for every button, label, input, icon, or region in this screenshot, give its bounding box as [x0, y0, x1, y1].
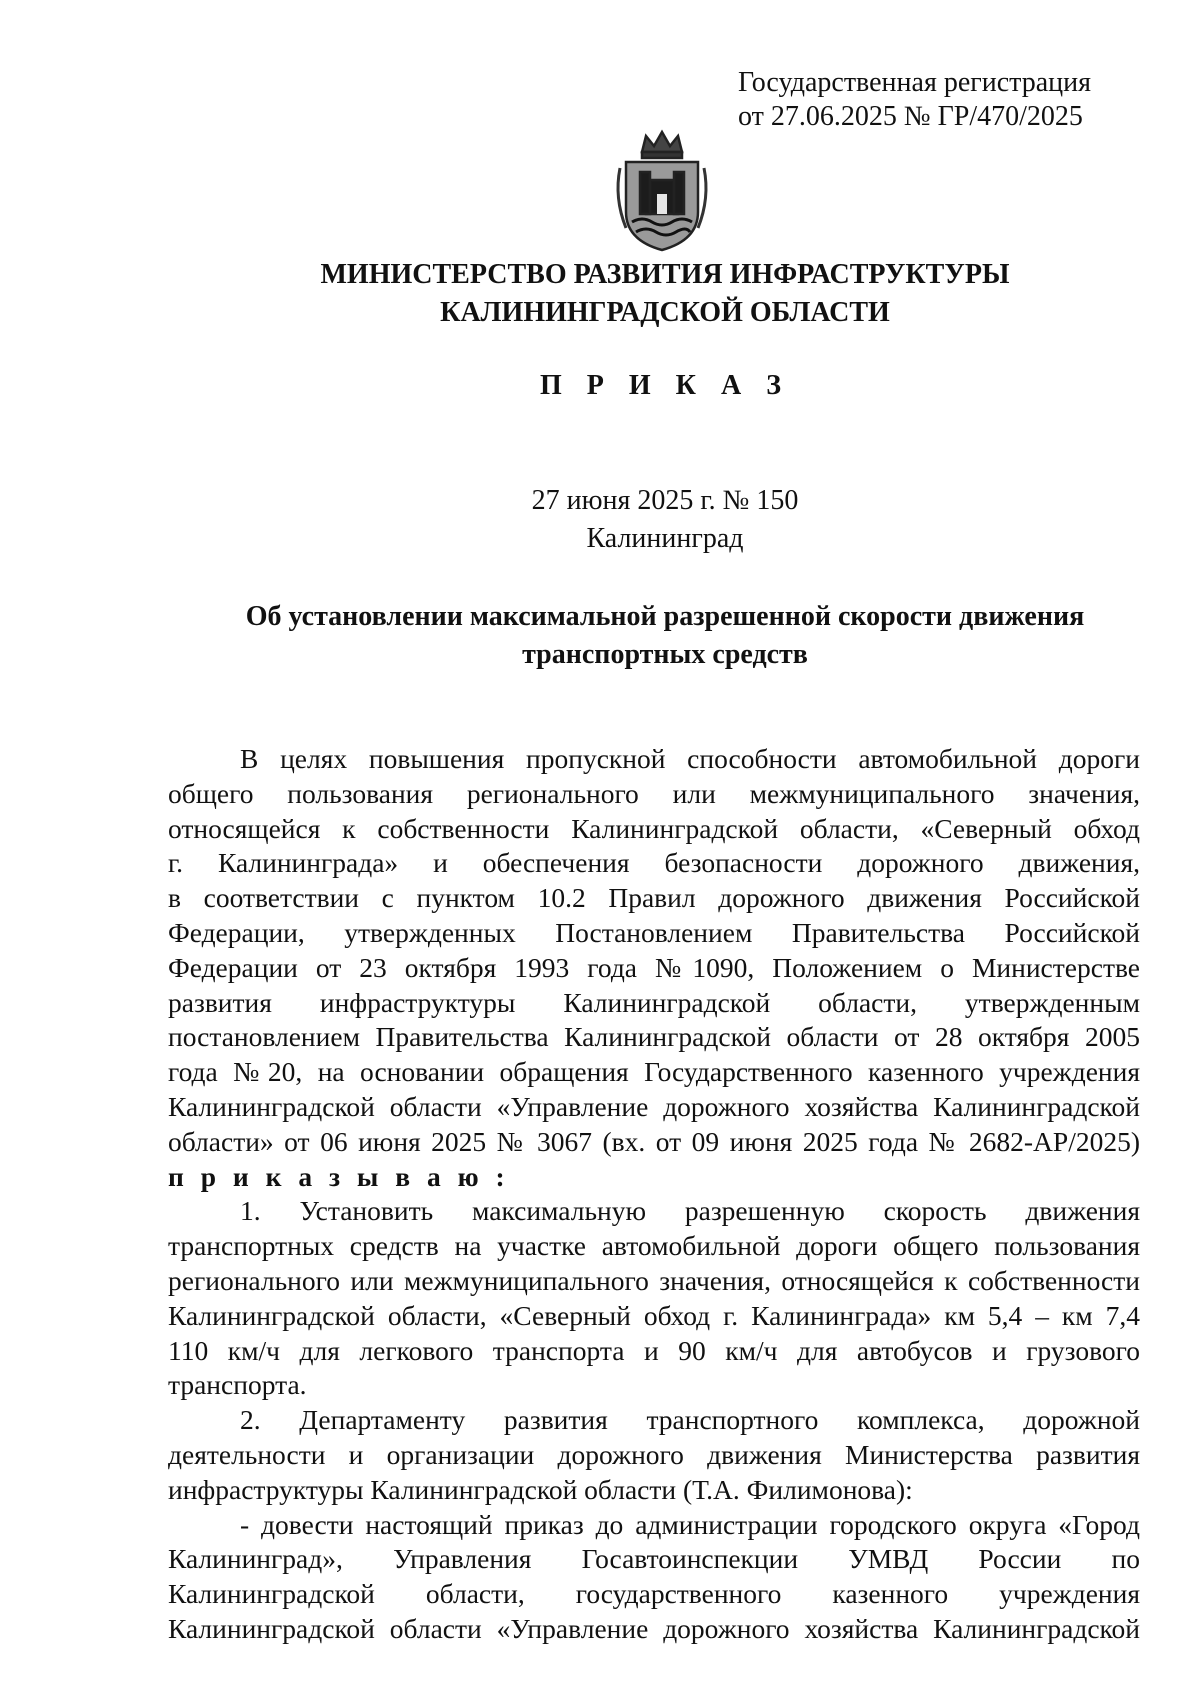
item-2-line: деятельности и организации дорожного движения Министерства развития: [168, 1438, 1140, 1470]
order-city: Калининград: [586, 523, 744, 554]
order-date-number: 27 июня 2025 г. № 150: [531, 485, 799, 516]
preamble-line: года №20, на основании обращения Государственного казенного учреждения: [168, 1056, 1140, 1088]
item-1-line: транспортных средств на участке автомобильной дороги общего пользования: [168, 1230, 1140, 1262]
item-2-sub-line: Калининградской области «Управление дорожного хозяйства Калининградской: [168, 1612, 1140, 1644]
preamble-line: В целях повышения пропускной способности автомобильной дороги: [240, 743, 1140, 774]
item-1-line: транспорта.: [168, 1369, 307, 1401]
item-1-line: Калининградской области, «Северный обход г. Калининграда» км 5,4 – км 7,4: [168, 1299, 1140, 1331]
order-subject: [0, 598, 1200, 674]
preamble-line: постановлением Правительства Калининградской области от 28 октября 2005: [168, 1021, 1140, 1053]
item-2-line: инфраструктуры Калининградской области (Т.А. Филимонова):: [168, 1473, 913, 1505]
registration-line-2: от 27.06.2025 № ГР/470/2025: [738, 101, 1083, 132]
preamble-line: г. Калининграда» и обеспечения безопасности дорожного движения,: [168, 847, 1140, 879]
ministry-title-line-2: КАЛИНИНГРАДСКОЙ ОБЛАСТИ: [440, 297, 890, 328]
preamble-line: Калининградской области «Управление дорожного хозяйства Калининградской: [168, 1090, 1140, 1122]
preamble-line: в соответствии с пунктом 10.2 Правил дорожного движения Российской: [168, 882, 1140, 914]
preamble-line: развития инфраструктуры Калининградской области, утвержденным: [168, 986, 1140, 1018]
kaliningrad-coat-of-arms-icon: [612, 128, 712, 254]
order-heading: П Р И К А З: [540, 370, 790, 401]
order-verb: [168, 1160, 1140, 1195]
preamble-line: общего пользования регионального или межмуниципального значения,: [168, 777, 1140, 809]
preamble-line: Федерации, утвержденных Постановлением Правительства Российской: [168, 916, 1140, 948]
item-2-line: 2. Департаменту развития транспортного комплекса, дорожной: [240, 1404, 1140, 1436]
item-1-line: регионального или межмуниципального значения, относящейся к собственности: [168, 1264, 1140, 1296]
registration-line-1: Государственная регистрация: [738, 67, 1091, 98]
registration-stamp: [738, 66, 1091, 134]
order-body: [168, 742, 1140, 1647]
ministry-title-line-1: МИНИСТЕРСТВО РАЗВИТИЯ ИНФРАСТРУКТУРЫ: [320, 259, 1010, 290]
item-2-sub-line: Калининградской области, государственного казенного учреждения: [168, 1578, 1140, 1610]
preamble-line: области» от 06 июня 2025 № 3067 (вх. от 09 июня 2025 года № 2682-АР/2025): [168, 1125, 1140, 1157]
item-2-sub-line: Калининград», Управления Госавтоинспекции УМВД России по: [168, 1543, 1140, 1575]
order-subject-line-1: Об установлении максимальной разрешенной скорости движения: [245, 601, 1085, 632]
preamble-line: Федерации от 23 октября 1993 года №1090, Положением о Министерстве: [168, 951, 1140, 983]
preamble-line: относящейся к собственности Калининградской области, «Северный обход: [168, 812, 1140, 844]
item-1-line: 1. Установить максимальную разрешенную скорость движения: [240, 1195, 1140, 1227]
item-1-line: 110 км/ч для легкового транспорта и 90 км/ч для автобусов и грузового: [168, 1334, 1140, 1366]
order-subject-line-2: транспортных средств: [522, 639, 808, 670]
item-2-sub-line: - довести настоящий приказ до администрации городского округа «Город: [240, 1508, 1140, 1540]
order-verb-text: п р и к а з ы в а ю :: [168, 1160, 510, 1192]
ministry-title: [0, 256, 1200, 332]
